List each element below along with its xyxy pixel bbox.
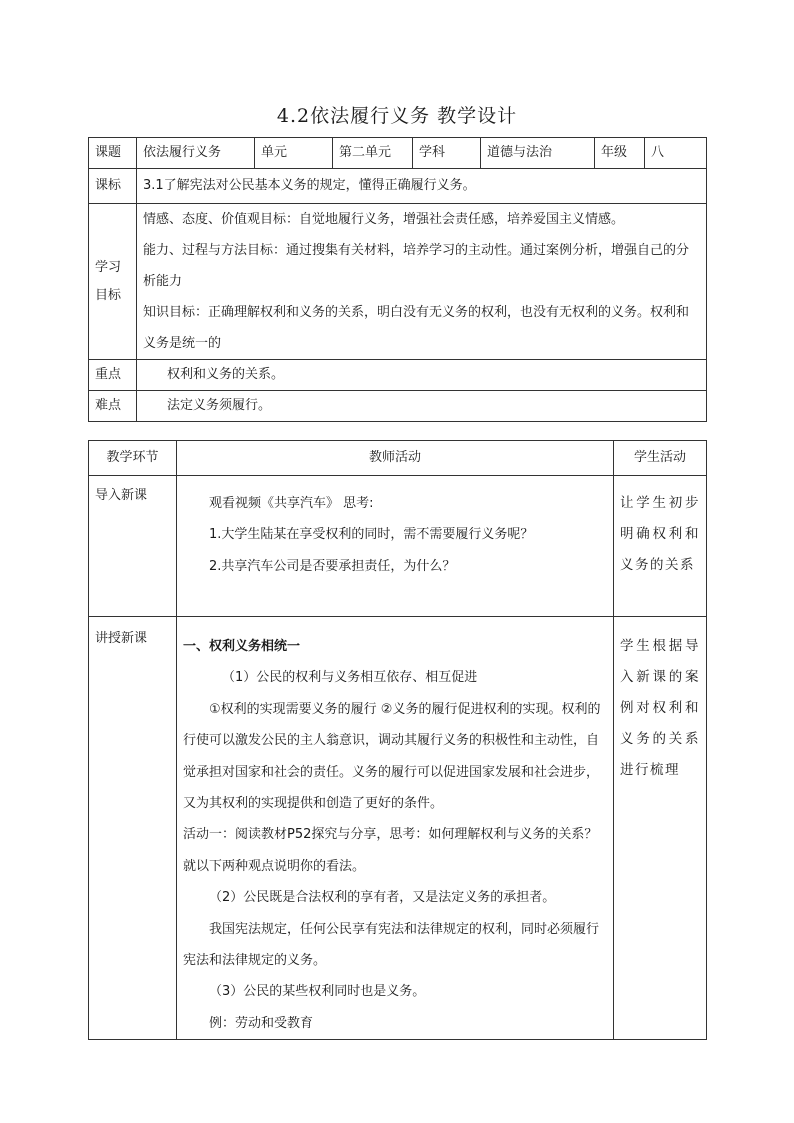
- standard-value: 3.1了解宪法对公民基本义务的规定，懂得正确履行义务。: [137, 169, 707, 204]
- teacher-activity-intro: [177, 476, 614, 617]
- goal-knowledge: 知识目标：正确理解权利和义务的关系，明白没有无义务的权利，也没有无权利的义务。权利和义务是统一的: [143, 305, 690, 351]
- stage-intro: 导入新课: [89, 476, 177, 617]
- subject-label: 学科: [413, 138, 481, 169]
- course-value: 依法履行义务: [137, 138, 255, 169]
- key-value: 权利和义务的关系。: [137, 360, 707, 391]
- standard-label: 课标: [89, 169, 137, 204]
- teacher-line: （2）公民既是合法权利的享有者，又是法定义务的承担者。: [209, 890, 556, 906]
- teacher-line: 2.共享汽车公司是否要承担责任，为什么？: [209, 558, 456, 574]
- unit-label: 单元: [255, 138, 333, 169]
- teacher-line: 活动一：阅读教材P52探究与分享，思考：如何理解权利与义务的关系？就以下两种观点说明你的看法。: [183, 827, 598, 874]
- process-row-lecture: [89, 617, 707, 1040]
- course-info-table: [88, 137, 707, 422]
- process-row-intro: [89, 476, 707, 617]
- teacher-line: 我国宪法规定，任何公民享有宪法和法律规定的权利，同时必须履行宪法和法律规定的义务。: [183, 921, 600, 969]
- difficult-value: 法定义务须履行。: [137, 391, 707, 422]
- subject-value: 道德与法治: [481, 138, 595, 169]
- difficult-label: 难点: [89, 391, 137, 422]
- header-stage: 教学环节: [89, 441, 177, 476]
- grade-label: 年级: [595, 138, 645, 169]
- document-title: 4.2依法履行义务 教学设计: [276, 105, 518, 127]
- section-heading: 一、权利义务相统一: [183, 639, 301, 654]
- grade-value: 八: [645, 138, 707, 169]
- student-activity-lecture: 学生根据导入新课的案例对权利和义务的关系进行梳理: [614, 617, 707, 1040]
- goals-row: [89, 204, 707, 360]
- difficult-point-row: [89, 391, 707, 422]
- key-point-row: [89, 360, 707, 391]
- process-header-row: [89, 441, 707, 476]
- goals-content: [137, 204, 707, 360]
- teaching-process-table: [88, 440, 707, 1040]
- goals-label: 学习 目标: [89, 204, 137, 360]
- key-label: 重点: [89, 360, 137, 391]
- teacher-line: 观看视频《共享汽车》 思考:: [209, 496, 374, 511]
- standard-row: [89, 169, 707, 204]
- teacher-line: 例：劳动和受教育: [209, 1015, 314, 1031]
- header-teacher: 教师活动: [177, 441, 614, 476]
- goal-emotion: 情感、态度、价值观目标：自觉地履行义务，增强社会责任感，培养爱国主义情感。: [143, 212, 625, 227]
- student-activity-intro: 让学生初步明确权利和义务的关系: [614, 476, 707, 617]
- header-student: 学生活动: [614, 441, 707, 476]
- teacher-activity-lecture: [177, 617, 614, 1040]
- course-label: 课题: [89, 138, 137, 169]
- course-row: [89, 138, 707, 169]
- goal-ability: 能力、过程与方法目标：通过搜集有关材料，培养学习的主动性。通过案例分析，增强自己的分析能力: [143, 243, 690, 289]
- teacher-line: 1.大学生陆某在享受权利的同时，需不需要履行义务呢？: [209, 527, 534, 543]
- stage-lecture: 讲授新课: [89, 617, 177, 1040]
- unit-value: 第二单元: [333, 138, 413, 169]
- teacher-line: （1）公民的权利与义务相互依存、相互促进: [222, 670, 478, 686]
- teacher-line: （3）公民的某些权利同时也是义务。: [209, 984, 426, 1000]
- teacher-line: ①权利的实现需要义务的履行 ②义务的履行促进权利的实现。权利的行使可以激发公民的主人翁意识，调动其履行义务的积极性和主动性，自觉承担对国家和社会的责任。义务的履行可以促进国家发展和社会进步，又为其权利的实现提供和创造了更好的条件。: [183, 701, 601, 812]
